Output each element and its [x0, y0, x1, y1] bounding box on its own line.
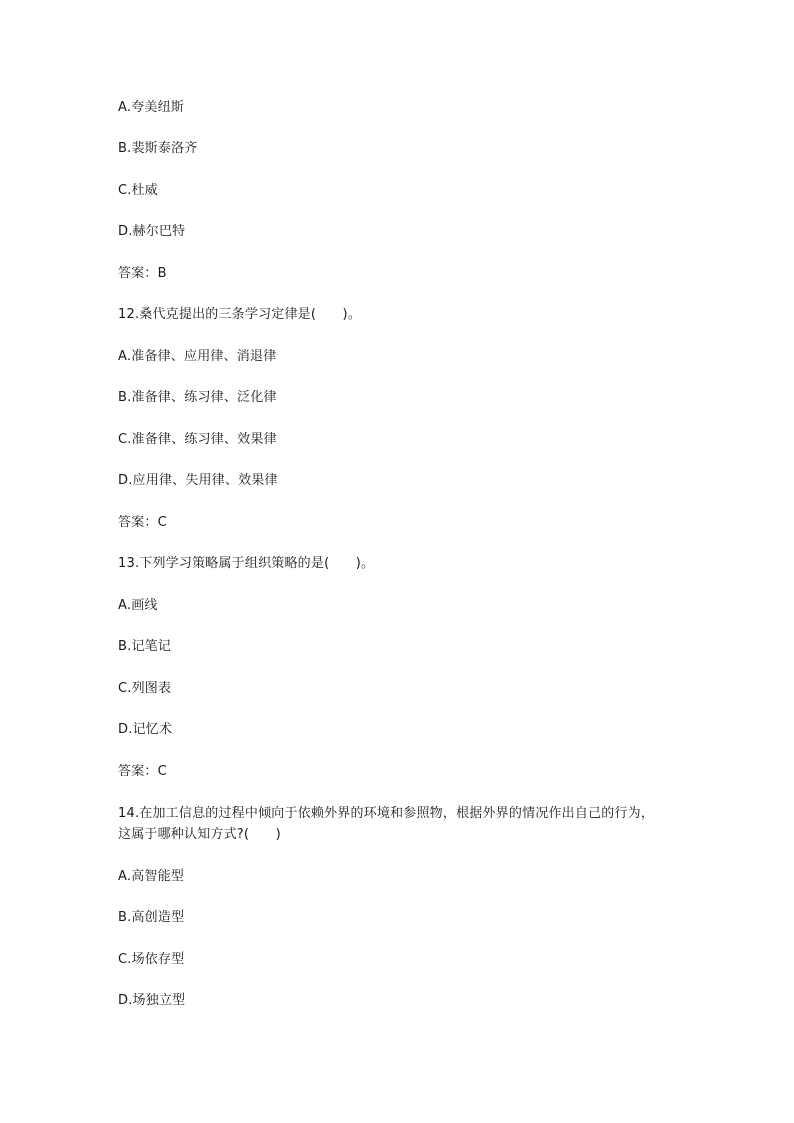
q11-option-c: C.杜威 — [118, 183, 159, 198]
q13-option-a: A.画线 — [118, 598, 158, 613]
q11-answer: 答案：B — [118, 266, 167, 281]
q14-option-d: D.场独立型 — [118, 993, 186, 1008]
q13-option-b: B.记笔记 — [118, 639, 172, 654]
q11-option-b: B.裴斯泰洛齐 — [118, 141, 198, 156]
q12-option-d: D.应用律、失用律、效果律 — [118, 473, 278, 488]
q13-question: 13.下列学习策略属于组织策略的是( )。 — [118, 556, 375, 571]
q14-option-b: B.高创造型 — [118, 910, 185, 925]
q12-answer: 答案：C — [118, 515, 167, 530]
q14-option-a: A.高智能型 — [118, 869, 184, 884]
q13-option-c: C.列图表 — [118, 681, 172, 696]
q12-option-a: A.准备律、应用律、消退律 — [118, 349, 277, 364]
q14-question-line1: 14.在加工信息的过程中倾向于依赖外界的环境和参照物，根据外界的情况作出自己的行为， — [118, 806, 655, 821]
q13-option-d: D.记忆术 — [118, 722, 173, 737]
q14-question-line2: 这属于哪种认知方式?( ) — [118, 827, 281, 842]
q14-option-c: C.场依存型 — [118, 952, 185, 967]
q13-answer: 答案：C — [118, 764, 167, 779]
q11-option-d: D.赫尔巴特 — [118, 224, 186, 239]
q12-option-c: C.准备律、练习律、效果律 — [118, 432, 277, 447]
q11-option-a: A.夸美纽斯 — [118, 100, 184, 115]
q12-question: 12.桑代克提出的三条学习定律是( )。 — [118, 307, 362, 322]
q12-option-b: B.准备律、练习律、泛化律 — [118, 390, 277, 405]
